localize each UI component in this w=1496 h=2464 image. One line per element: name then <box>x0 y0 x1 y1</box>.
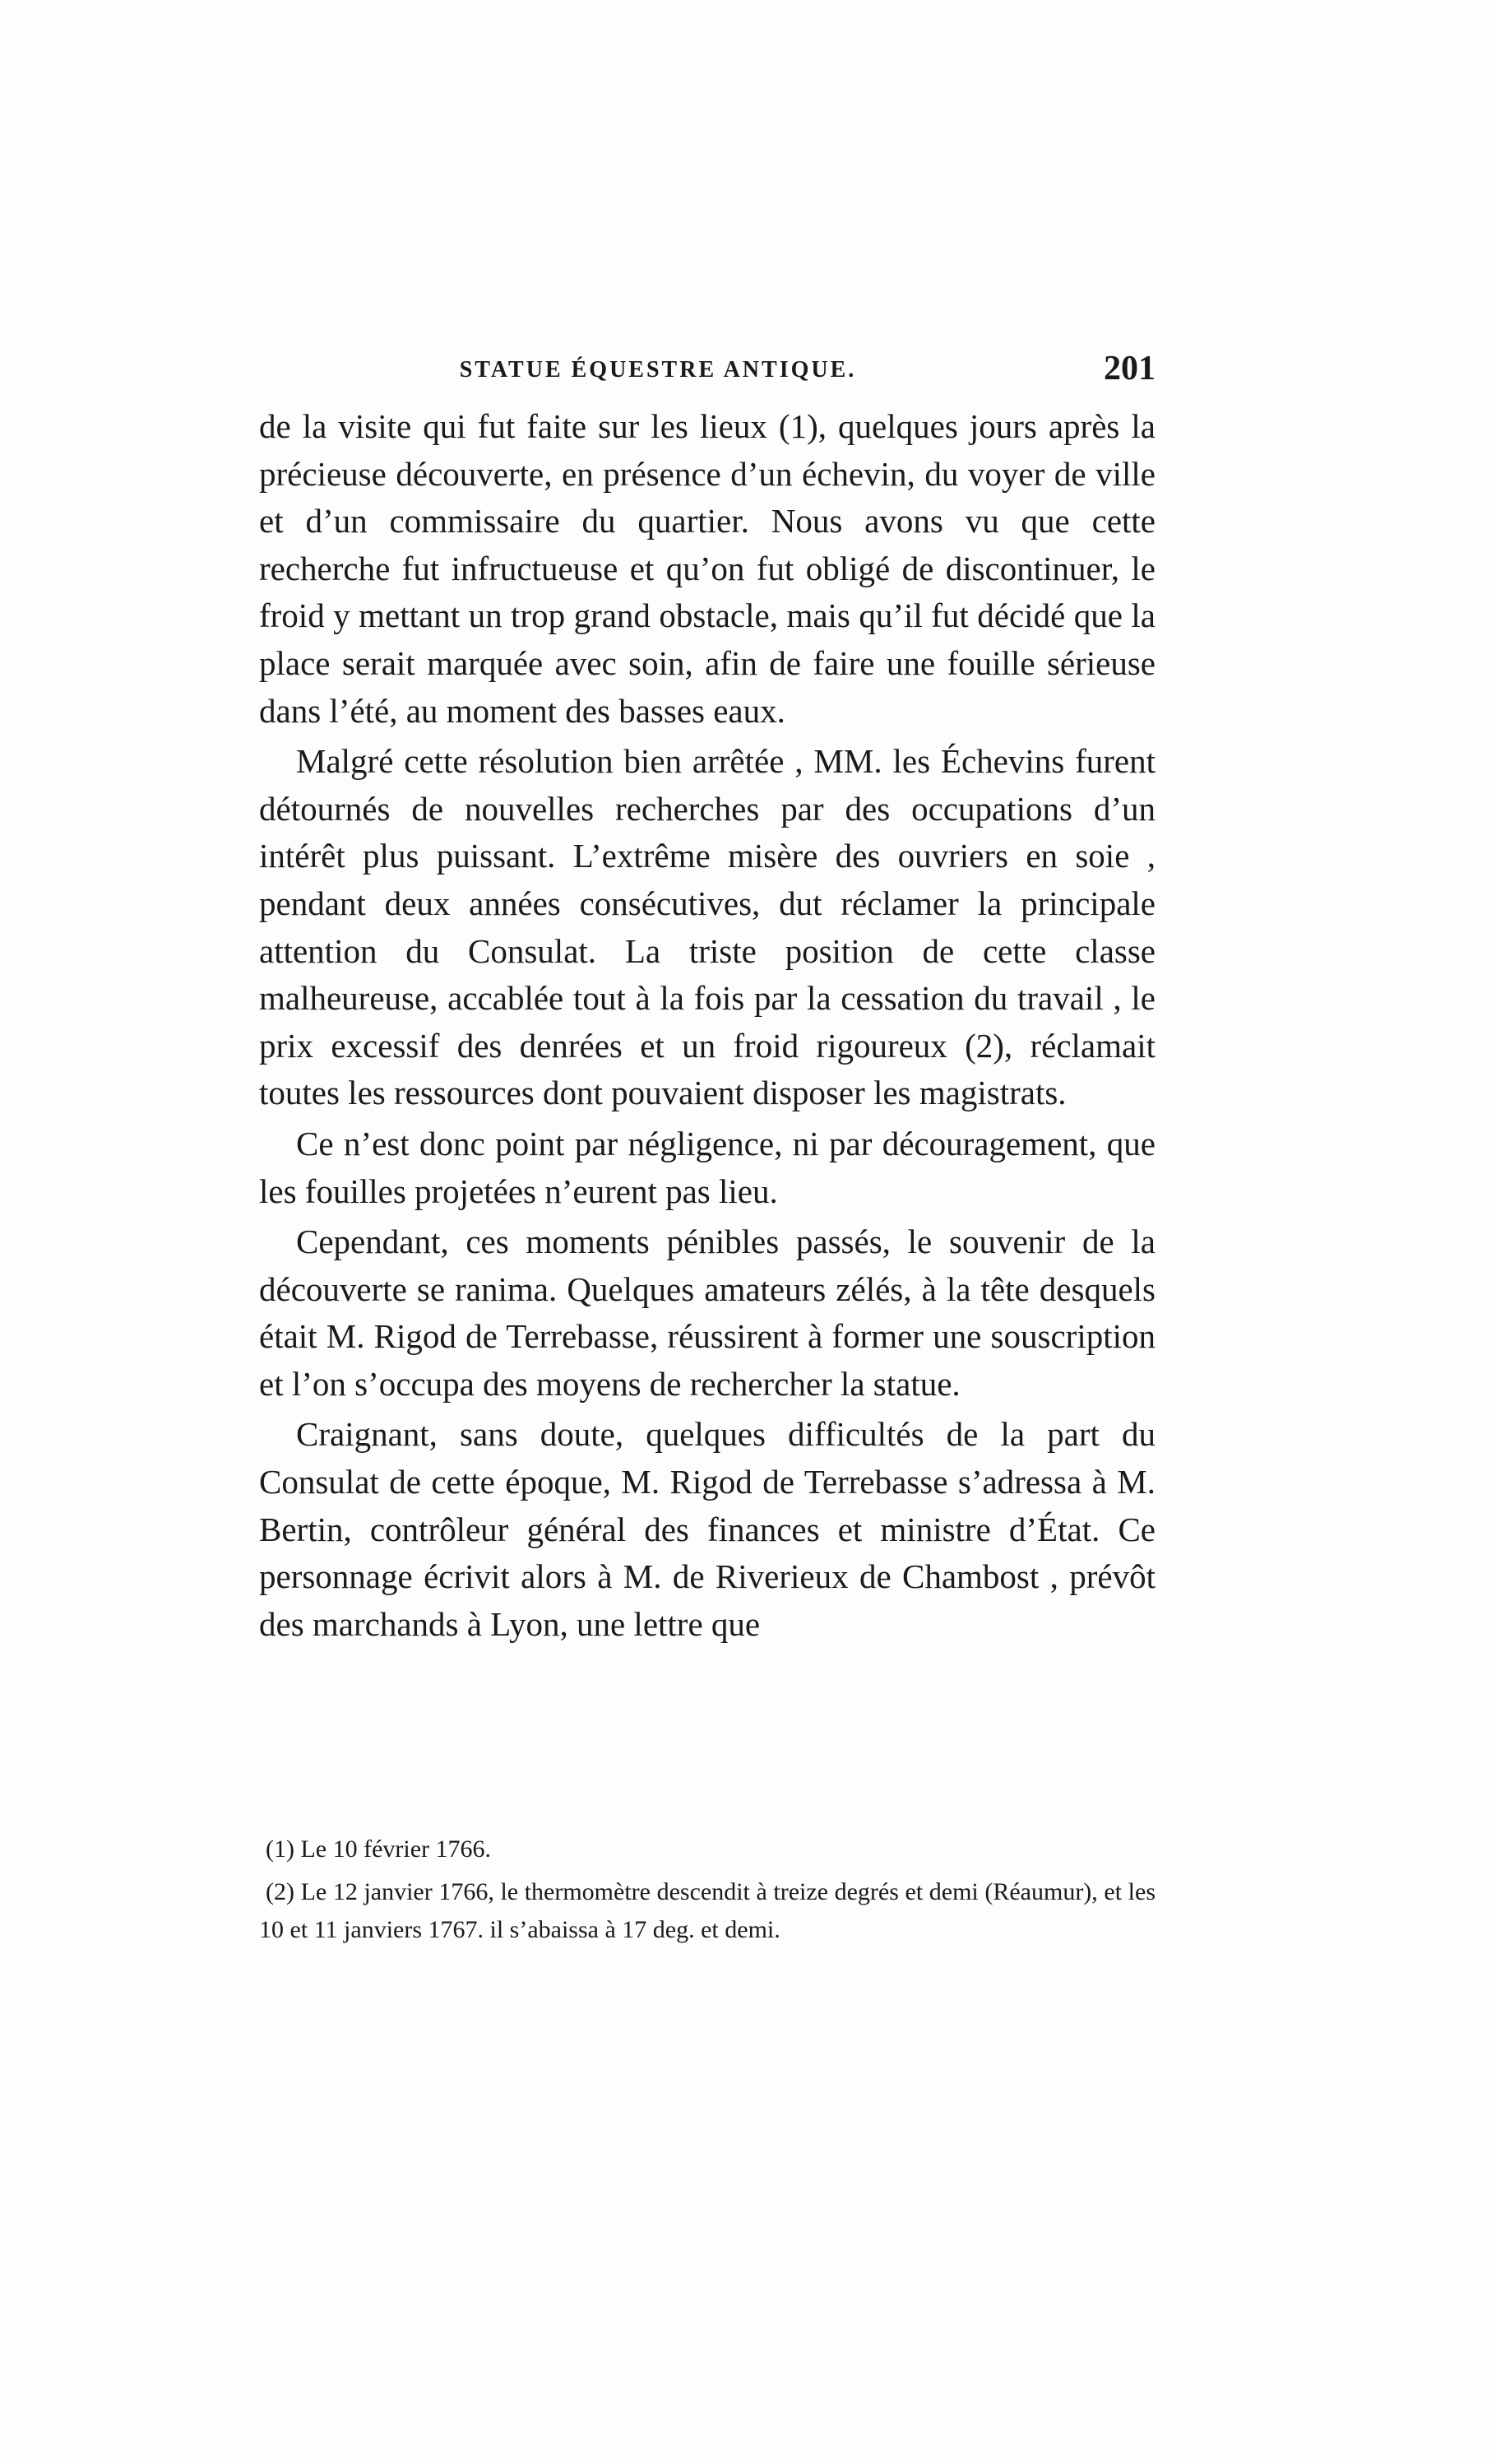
footnotes <box>259 1831 1156 1949</box>
footnote: (1) Le 10 février 1766. <box>266 1835 492 1863</box>
footnote: (2) Le 12 janvier 1766, le thermomètre descendit à treize degrés et demi (Réaumur), et les 10 et 11 janviers 1767. il s’abaissa à 17 deg. et demi. <box>259 1878 1156 1943</box>
body-text <box>259 403 1156 1648</box>
paragraph: Cependant, ces moments pénibles passés, le souvenir de la découverte se ranima. Quelques amateurs zélés, à la tête desquels était M. Rigod de Terrebasse, réussirent à former une souscription et l’on s’occupa des moyens de rechercher la statue. <box>259 1223 1156 1403</box>
page-number: 201 <box>1104 350 1156 387</box>
paragraph: Craignant, sans doute, quelques difficultés de la part du Consulat de cette époque, M. Rigod de Terrebasse s’adressa à M. Bertin, contrôleur général des finances et ministre d’État. Ce personnage écrivit alors à M. de Riverieux de Chambost , prévôt des marchands à Lyon, une lettre que <box>259 1415 1156 1643</box>
paragraph-continued: de la visite qui fut faite sur les lieux (1), quelques jours après la précieuse découverte, en présence d’un échevin, du voyer de ville et d’un commissaire du quartier. Nous avons vu que cette recherche fut infructueuse et qu’on fut obligé de discontinuer, le froid y mettant un trop grand obstacle, mais qu’il fut décidé que la place serait marquée avec soin, afin de faire une fouille sérieuse dans l’été, au moment des basses eaux. <box>259 407 1156 730</box>
paragraph: Malgré cette résolution bien arrêtée , MM. les Échevins furent détournés de nouvelles recherches par des occupations d’un intérêt plus puissant. L’extrême misère des ouvriers en soie , pendant deux années consécutives, dut réclamer la principale attention du Consulat. La triste position de cette classe malheureuse, accablée tout à la fois par la cessation du travail , le prix excessif des denrées et un froid rigoureux (2), réclamait toutes les ressources dont pouvaient disposer les magistrats. <box>259 742 1156 1112</box>
running-title: STATUE ÉQUESTRE ANTIQUE. <box>459 357 857 383</box>
paragraph: Ce n’est donc point par négligence, ni par découragement, que les fouilles projetées n’eurent pas lieu. <box>259 1124 1156 1210</box>
running-head <box>259 349 1156 398</box>
